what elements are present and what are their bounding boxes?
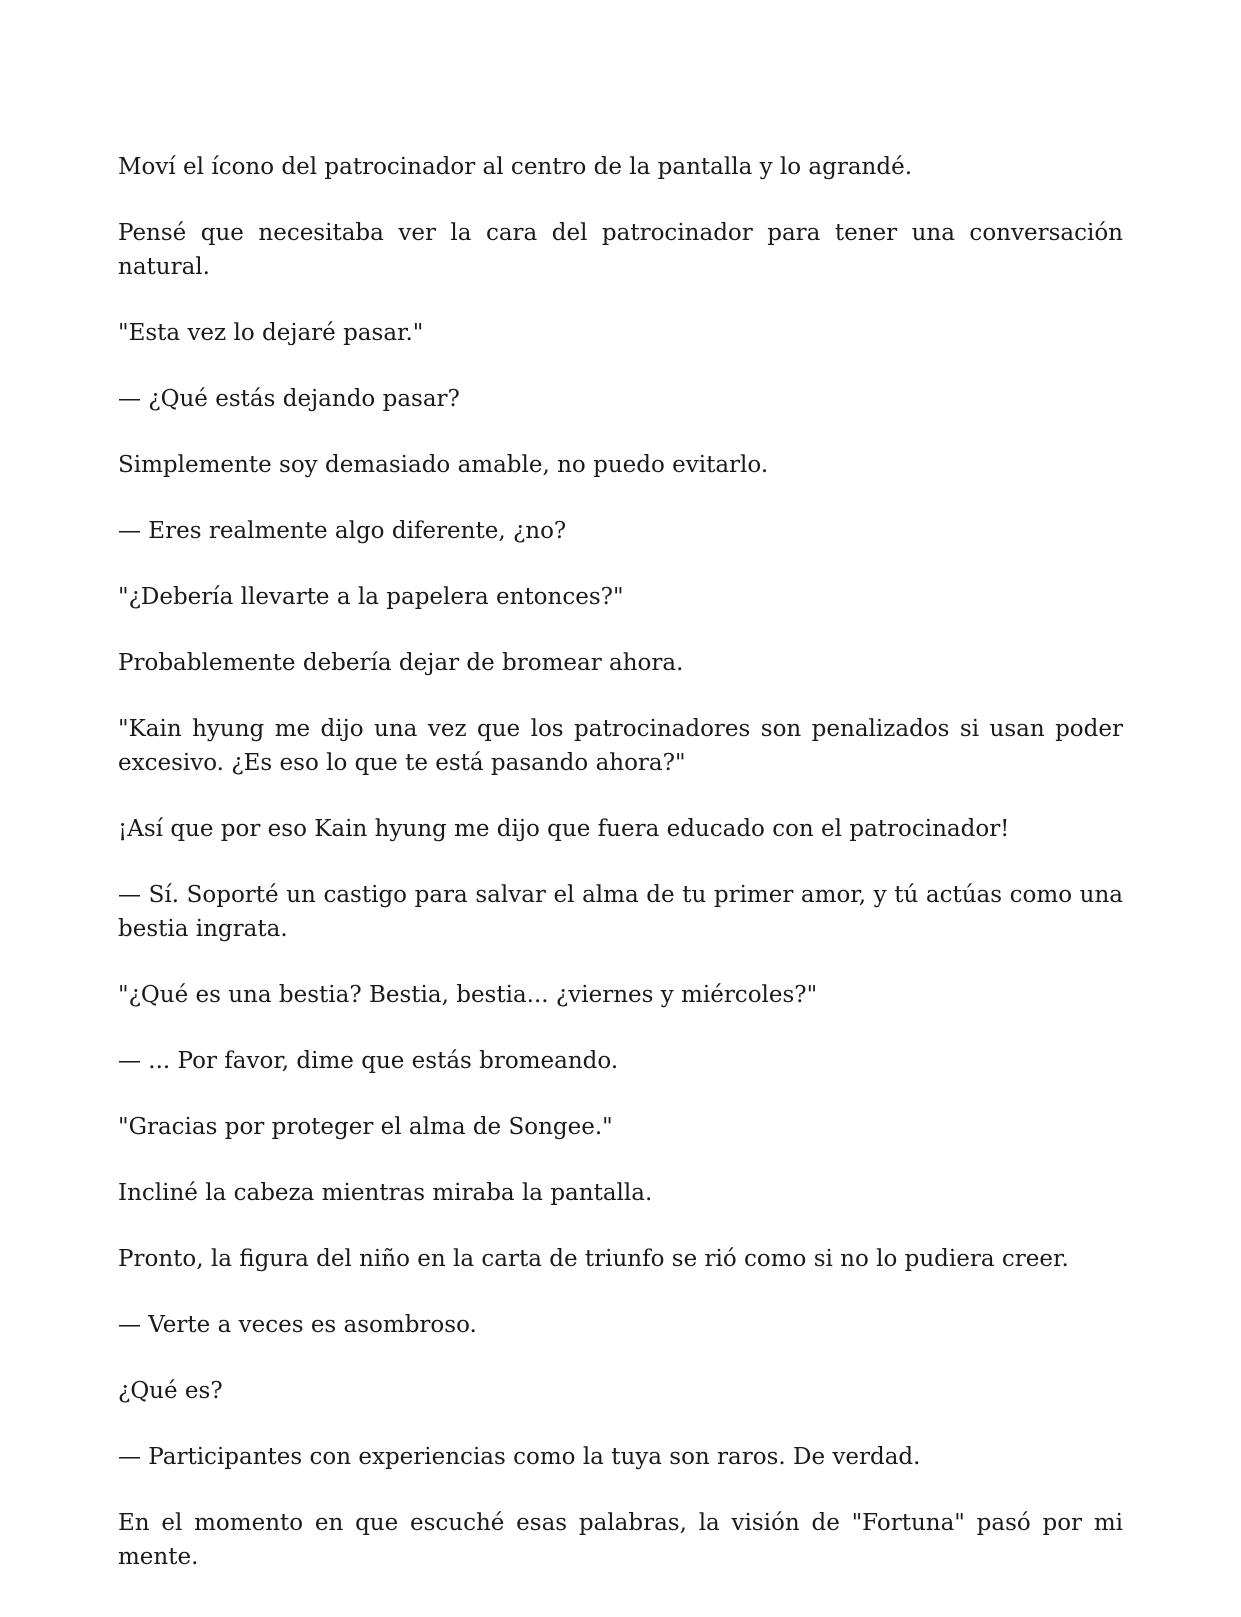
- paragraph: Moví el ícono del patrocinador al centro de la pantalla y lo agrandé.: [118, 154, 913, 180]
- paragraph: En el momento en que escuché esas palabras, la visión de "Fortuna" pasó por mi mente.: [118, 1510, 1123, 1570]
- paragraph: ¡Así que por eso Kain hyung me dijo que fuera educado con el patrocinador!: [118, 816, 1010, 842]
- paragraph: — Participantes con experiencias como la tuya son raros. De verdad.: [118, 1444, 921, 1470]
- paragraph: Probablemente debería dejar de bromear ahora.: [118, 650, 684, 676]
- paragraph: — ¿Qué estás dejando pasar?: [118, 386, 460, 412]
- document-body: [118, 150, 1123, 1606]
- paragraph: — Sí. Soporté un castigo para salvar el alma de tu primer amor, y tú actúas como una bestia ingrata.: [118, 882, 1123, 942]
- paragraph: Simplemente soy demasiado amable, no puedo evitarlo.: [118, 452, 769, 478]
- paragraph: Pronto, la figura del niño en la carta de triunfo se rió como si no lo pudiera creer.: [118, 1246, 1069, 1272]
- paragraph: Incliné la cabeza mientras miraba la pantalla.: [118, 1180, 653, 1206]
- paragraph: — ... Por favor, dime que estás bromeando.: [118, 1048, 619, 1074]
- paragraph: — Eres realmente algo diferente, ¿no?: [118, 518, 567, 544]
- paragraph: "Esta vez lo dejaré pasar.": [118, 320, 424, 346]
- paragraph: — Verte a veces es asombroso.: [118, 1312, 477, 1338]
- paragraph: Pensé que necesitaba ver la cara del patrocinador para tener una conversación natural.: [118, 220, 1123, 280]
- paragraph: "Gracias por proteger el alma de Songee.": [118, 1114, 613, 1140]
- paragraph: "¿Qué es una bestia? Bestia, bestia... ¿viernes y miércoles?": [118, 982, 818, 1008]
- paragraph: "Kain hyung me dijo una vez que los patrocinadores son penalizados si usan poder excesivo. ¿Es eso lo que te está pasando ahora?": [118, 716, 1123, 776]
- paragraph: ¿Qué es?: [118, 1378, 223, 1404]
- paragraph: "¿Debería llevarte a la papelera entonces?": [118, 584, 624, 610]
